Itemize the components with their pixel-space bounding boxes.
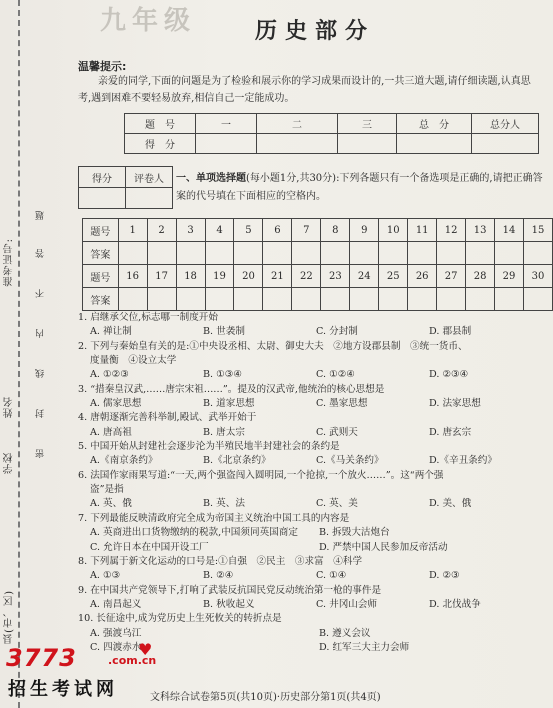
option: C.《马关条约》 bbox=[316, 455, 384, 467]
binding-strip bbox=[0, 0, 70, 708]
option: B. 遵义会议 bbox=[319, 627, 371, 639]
answer-input-cell[interactable] bbox=[263, 242, 292, 265]
watermark-domain: .com.cn bbox=[108, 654, 157, 667]
question-number-cell: 2 bbox=[147, 219, 176, 242]
page-footer: 文科综合试卷第5页(共10页)·历史部分第1页(共4页) bbox=[150, 692, 381, 703]
option: C. 四渡赤水 bbox=[90, 641, 142, 653]
option: A. ①③ bbox=[90, 570, 121, 582]
grader-input-cell[interactable] bbox=[126, 188, 173, 209]
question-number-cell: 11 bbox=[408, 219, 437, 242]
score-cell: 得 分 bbox=[125, 134, 196, 154]
seal-char: 内 bbox=[36, 328, 46, 338]
option: C. 武则天 bbox=[316, 426, 358, 438]
score-input-cell[interactable] bbox=[472, 134, 539, 154]
question-number-cell: 6 bbox=[263, 219, 292, 242]
option: D. 美、俄 bbox=[429, 498, 472, 510]
option: A. 英商进出口货物缴纳的税款,中国须同英国商定 bbox=[90, 527, 298, 539]
question-number-cell: 1 bbox=[118, 219, 147, 242]
answer-label: 答案 bbox=[83, 242, 119, 265]
question-number-cell: 5 bbox=[234, 219, 263, 242]
question-number-cell: 16 bbox=[118, 265, 147, 288]
option: B. 拆毁大沽炮台 bbox=[319, 527, 390, 539]
question-number-cell: 8 bbox=[321, 219, 350, 242]
question-number-cell: 9 bbox=[350, 219, 379, 242]
score-cell: 一 bbox=[196, 114, 257, 134]
section-instructions: (每小题1分,共30分):下列各题只有一个备选项是正确的,请把正确答案的代号填在下面相应的空格内。 bbox=[176, 173, 543, 202]
answer-label: 答案 bbox=[83, 288, 119, 311]
answer-input-cell[interactable] bbox=[205, 242, 234, 265]
question-stem: 1. 启继承父位,标志哪一制度开始 bbox=[78, 312, 218, 323]
school-label: 学校 bbox=[4, 452, 15, 474]
watermark-site-name: 招生考试网 bbox=[8, 679, 118, 700]
question-stem: 10. 长征途中,成为党历史上生死攸关的转折点是 bbox=[78, 613, 282, 625]
watermark-number: 3773 bbox=[6, 644, 77, 672]
seal-char: 题 bbox=[36, 210, 46, 220]
option: C. ①②④ bbox=[316, 369, 355, 381]
options-row bbox=[78, 569, 548, 583]
question-stem-cont: 度量衡 ④设立太学 bbox=[90, 355, 177, 367]
options-row bbox=[78, 325, 548, 339]
question-number-cell: 19 bbox=[205, 265, 234, 288]
seal-char: 线 bbox=[36, 368, 46, 378]
score-input-cell[interactable] bbox=[338, 134, 397, 154]
answer-input-cell[interactable] bbox=[524, 288, 553, 311]
answer-input-cell[interactable] bbox=[176, 288, 205, 311]
option: B. ①③④ bbox=[203, 369, 242, 381]
question-list bbox=[78, 311, 548, 655]
question-number-cell: 26 bbox=[408, 265, 437, 288]
answer-input-cell[interactable] bbox=[234, 288, 263, 311]
score-input-cell[interactable] bbox=[397, 134, 472, 154]
answer-input-cell[interactable] bbox=[147, 242, 176, 265]
question-number-cell: 20 bbox=[234, 265, 263, 288]
question-number-cell: 21 bbox=[263, 265, 292, 288]
score-cell: 二 bbox=[257, 114, 338, 134]
option: D. ②③④ bbox=[429, 369, 469, 381]
option: A. 南昌起义 bbox=[90, 598, 142, 610]
options-row bbox=[78, 368, 548, 382]
options-row bbox=[78, 598, 548, 612]
option: B. 秋收起义 bbox=[203, 598, 255, 610]
answer-input-cell[interactable] bbox=[350, 242, 379, 265]
answer-input-cell[interactable] bbox=[466, 242, 495, 265]
question-stem: 8. 下列属于新文化运动的口号是:①自强 ②民主 ③求富 ④科学 bbox=[78, 555, 363, 567]
page-title: 历史部分 bbox=[254, 19, 375, 44]
cut-line bbox=[18, 0, 20, 708]
answer-input-cell[interactable] bbox=[408, 288, 437, 311]
question-stem: 7. 下列最能反映清政府完全成为帝国主义统治中国工具的内容是 bbox=[78, 512, 350, 524]
question-stem: 9. 在中国共产党领导下,打响了武装反抗国民党反动统治第一枪的事件是 bbox=[78, 584, 382, 596]
score-cell: 总 分 bbox=[397, 114, 472, 134]
option: D. 严禁中国人民参加反帝活动 bbox=[319, 541, 448, 553]
question-number-cell: 25 bbox=[379, 265, 408, 288]
question-stem-cont: 盗”是指 bbox=[90, 484, 124, 496]
heart-icon: ♥ bbox=[138, 640, 153, 659]
grader-cell: 评卷人 bbox=[126, 167, 173, 188]
option: A. 儒家思想 bbox=[90, 398, 142, 410]
option: D. 郡县制 bbox=[429, 326, 472, 338]
options-row bbox=[78, 541, 548, 555]
score-input-cell[interactable] bbox=[257, 134, 338, 154]
options-row bbox=[78, 397, 548, 411]
answer-input-cell[interactable] bbox=[408, 242, 437, 265]
option: B. 英、法 bbox=[203, 498, 245, 510]
options-row bbox=[78, 627, 548, 641]
question-number-cell: 27 bbox=[437, 265, 466, 288]
score-row-values bbox=[125, 134, 539, 154]
question-number-cell: 10 bbox=[379, 219, 408, 242]
question-stem: 3. “措秦皇汉武,……唐宗宋祖……”。提及的汉武帝,他统治的核心思想是 bbox=[78, 383, 385, 395]
option: D. ②③ bbox=[429, 570, 460, 582]
answer-input-cell[interactable] bbox=[437, 242, 466, 265]
answer-input-cell[interactable] bbox=[466, 288, 495, 311]
question-stem: 4. 唐朝逐渐完善科举制,殿试、武举开始于 bbox=[78, 412, 257, 424]
score-input-cell[interactable] bbox=[196, 134, 257, 154]
question-number-cell: 13 bbox=[466, 219, 495, 242]
answer-input-cell[interactable] bbox=[118, 288, 147, 311]
option: C. ①④ bbox=[316, 570, 347, 582]
score-cell: 总分人 bbox=[472, 114, 539, 134]
score-cell: 题 号 bbox=[125, 114, 196, 134]
grader-table bbox=[78, 166, 173, 209]
grader-cell: 得分 bbox=[79, 167, 126, 188]
seal-char: 密 bbox=[36, 448, 46, 458]
score-row-header bbox=[125, 114, 539, 134]
question-number-cell: 24 bbox=[350, 265, 379, 288]
option: D. 北伐战争 bbox=[429, 598, 481, 610]
option: B. 唐太宗 bbox=[203, 426, 245, 438]
options-row bbox=[78, 454, 548, 468]
answer-label: 题号 bbox=[83, 219, 119, 242]
county-label: 县(市、区) bbox=[4, 590, 15, 644]
option: B.《北京条约》 bbox=[203, 455, 271, 467]
option: B. ②④ bbox=[203, 570, 234, 582]
option: A. 唐高祖 bbox=[90, 426, 132, 438]
seal-char: 不 bbox=[36, 288, 46, 298]
question-stem: 2. 下列与秦始皇有关的是:①中央设丞相、太尉、御史大夫 ②地方设郡县制 ③统一货币、 bbox=[78, 340, 468, 352]
section-title: 一、单项选择题 bbox=[176, 173, 246, 184]
answer-label: 题号 bbox=[83, 265, 119, 288]
answer-input-cell[interactable] bbox=[176, 242, 205, 265]
question-stem: 5. 中国开始从封建社会逐步沦为半殖民地半封建社会的条约是 bbox=[78, 441, 340, 453]
question-number-cell: 30 bbox=[524, 265, 553, 288]
question-number-cell: 15 bbox=[524, 219, 553, 242]
option: A. 英、俄 bbox=[90, 498, 132, 510]
option: C. 分封制 bbox=[316, 326, 358, 338]
section-heading bbox=[176, 170, 546, 206]
option: B. 道家思想 bbox=[203, 398, 255, 410]
options-row bbox=[78, 497, 548, 511]
answer-input-cell[interactable] bbox=[495, 288, 524, 311]
option: D. 法家思想 bbox=[429, 398, 481, 410]
option: C. 允许日本在中国开设工厂 bbox=[90, 541, 209, 553]
name-label: 姓名 bbox=[4, 396, 15, 418]
tips-heading: 温馨提示: bbox=[78, 60, 127, 73]
options-row bbox=[78, 526, 548, 540]
option: A. ①②③ bbox=[90, 369, 129, 381]
option: A.《南京条约》 bbox=[90, 455, 158, 467]
question-number-cell: 7 bbox=[292, 219, 321, 242]
seal-char: 封 bbox=[36, 408, 46, 418]
answer-input-cell[interactable] bbox=[524, 242, 553, 265]
option: C. 英、美 bbox=[316, 498, 358, 510]
answer-input-cell[interactable] bbox=[321, 242, 350, 265]
option: C. 井冈山会师 bbox=[316, 598, 378, 610]
option: D. 唐玄宗 bbox=[429, 426, 472, 438]
answer-input-cell[interactable] bbox=[263, 288, 292, 311]
question-number-cell: 3 bbox=[176, 219, 205, 242]
option: C. 墨家思想 bbox=[316, 398, 368, 410]
question-number-cell: 29 bbox=[495, 265, 524, 288]
answer-input-cell[interactable] bbox=[234, 242, 263, 265]
question-number-cell: 14 bbox=[495, 219, 524, 242]
score-cell: 三 bbox=[338, 114, 397, 134]
answer-input-cell[interactable] bbox=[292, 288, 321, 311]
answer-input-cell[interactable] bbox=[292, 242, 321, 265]
answer-input-cell[interactable] bbox=[379, 242, 408, 265]
question-number-cell: 12 bbox=[437, 219, 466, 242]
answer-input-cell[interactable] bbox=[495, 242, 524, 265]
answer-input-cell[interactable] bbox=[437, 288, 466, 311]
answer-input-cell[interactable] bbox=[147, 288, 176, 311]
option: A. 强渡乌江 bbox=[90, 627, 142, 639]
answer-input-cell[interactable] bbox=[350, 288, 379, 311]
question-number-cell: 23 bbox=[321, 265, 350, 288]
question-number-cell: 22 bbox=[292, 265, 321, 288]
ticket-label: 准考证号: bbox=[4, 238, 15, 287]
question-number-cell: 17 bbox=[147, 265, 176, 288]
question-number-cell: 4 bbox=[205, 219, 234, 242]
question-number-cell: 18 bbox=[176, 265, 205, 288]
score-table bbox=[124, 113, 539, 154]
options-row bbox=[78, 426, 548, 440]
question-number-cell: 28 bbox=[466, 265, 495, 288]
answer-input-cell[interactable] bbox=[205, 288, 234, 311]
tips-body: 亲爱的同学,下面的问题是为了检验和展示你的学习成果而设计的,一共三道大题,请仔细读题,认真思考,遇到困难不要轻易放弃,相信自己一定能成功。 bbox=[78, 76, 531, 104]
answer-table bbox=[82, 218, 553, 311]
grader-input-cell[interactable] bbox=[79, 188, 126, 209]
option: A. 禅让制 bbox=[90, 326, 132, 338]
faded-logo: 九年级 bbox=[100, 6, 197, 36]
option: D.《辛丑条约》 bbox=[429, 455, 497, 467]
question-stem: 6. 法国作家雨果写道:“一天,两个强盗闯入圆明园,一个抢掠,一个放火……”。这“两个强 bbox=[78, 469, 444, 481]
answer-input-cell[interactable] bbox=[379, 288, 408, 311]
answer-input-cell[interactable] bbox=[118, 242, 147, 265]
seal-char: 答 bbox=[36, 248, 46, 258]
option: D. 红军三大主力会师 bbox=[319, 641, 410, 653]
option: B. 世袭制 bbox=[203, 326, 245, 338]
answer-input-cell[interactable] bbox=[321, 288, 350, 311]
